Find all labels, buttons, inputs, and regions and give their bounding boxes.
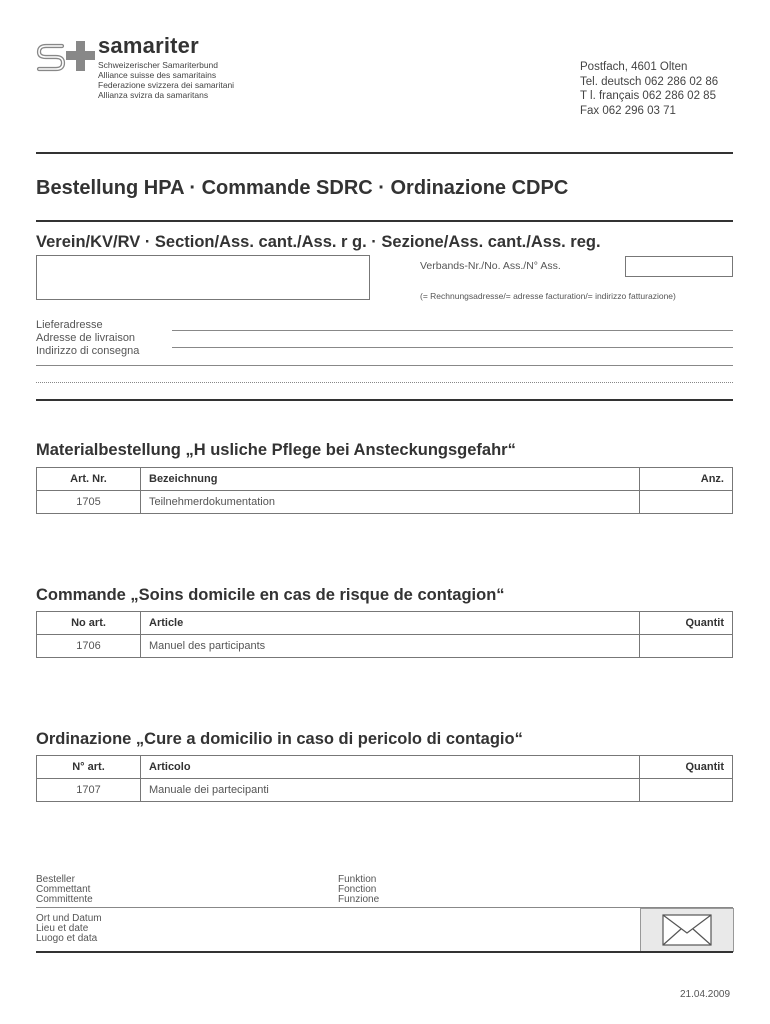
besteller-label [36,875,93,905]
delivery-address-line[interactable] [36,382,733,383]
column-header-qty: Quantit [640,756,733,779]
quantity-field[interactable] [640,779,733,802]
order-table [36,755,733,802]
send-envelope-button[interactable] [640,908,734,952]
column-header-name: Bezeichnung [141,468,640,491]
column-header-qty: Anz. [640,468,733,491]
besteller-label-line: Committente [36,894,93,905]
order-heading: Materialbestellung „H usliche Pflege bei Ansteckungsgefahr“ [36,441,516,459]
table-header-row [37,612,733,635]
page-title: Bestellung HPA · Commande SDRC · Ordinazione CDPC [36,177,569,199]
brand-line: Federazione svizzera dei samaritani [98,80,235,90]
article-number: 1706 [37,635,141,658]
verein-address-field[interactable] [36,255,370,300]
contact-block [580,60,718,118]
besteller-label-line: Commettant [36,884,91,895]
table-row [37,779,733,802]
table-header-row [37,468,733,491]
ort-label-line: Lieu et date [36,923,89,934]
article-name: Manuel des participants [141,635,640,658]
ort-label-line: Ort und Datum [36,913,102,924]
column-header-art-nr: Art. Nr. [37,468,141,491]
delivery-label-line: Indirizzo di consegna [36,345,140,357]
contact-line: Fax 062 296 03 71 [580,104,676,117]
table-row [37,491,733,514]
section-heading-verein: Verein/KV/RV · Section/Ass. cant./Ass. r g. · Sezione/Ass. cant./Ass. reg. [36,233,601,251]
funktion-label-line: Fonction [338,884,377,895]
order-heading: Ordinazione „Cure a domicilio in caso di pericolo di contagio“ [36,730,523,748]
delivery-address-line[interactable] [172,330,733,331]
divider [36,399,733,401]
envelope-icon [641,909,733,951]
brand-line: Alliance suisse des samaritains [98,70,217,80]
divider [36,152,733,154]
signature-line[interactable] [36,907,733,908]
column-header-art-nr: No art. [37,612,141,635]
funktion-label-line: Funktion [338,874,377,885]
brand-name: samariter [98,33,199,58]
table-row [37,635,733,658]
verbands-nr-label: Verbands-Nr./No. Ass./N° Ass. [420,260,561,272]
contact-line: T l. français 062 286 02 85 [580,90,716,102]
besteller-label-line: Besteller [36,874,75,885]
contact-line: Postfach, 4601 Olten [580,61,688,73]
billing-note: (= Rechnungsadresse/= adresse facturation/= indirizzo fatturazione) [420,291,676,301]
brand-subtitle [98,60,234,100]
contact-line: Tel. deutsch 062 286 02 86 [580,75,719,88]
document-date: 21.04.2009 [680,989,731,1000]
divider [36,220,733,222]
order-table [36,611,733,658]
delivery-label-line: Lieferadresse [36,319,103,331]
article-number: 1707 [37,779,141,802]
delivery-address-label [36,319,139,358]
column-header-art-nr: N° art. [37,756,141,779]
article-number: 1705 [37,491,141,514]
delivery-address-line[interactable] [172,347,733,348]
verbands-nr-field[interactable] [625,256,733,277]
column-header-qty: Quantit [640,612,733,635]
table-header-row [37,756,733,779]
order-table [36,467,733,514]
brand-line: Schweizerischer Samariterbund [98,60,218,70]
column-header-name: Articolo [141,756,640,779]
brand-line: Allianza svizra da samaritans [98,90,209,100]
funktion-label [338,875,379,905]
delivery-label-line: Adresse de livraison [36,332,136,344]
quantity-field[interactable] [640,635,733,658]
divider [36,951,733,953]
funktion-label-line: Funzione [338,894,380,905]
order-heading: Commande „Soins domicile en cas de risque de contagion“ [36,586,505,604]
quantity-field[interactable] [640,491,733,514]
column-header-name: Article [141,612,640,635]
samariter-logo-icon [36,40,96,74]
ort-datum-label [36,914,102,944]
article-name: Manuale dei partecipanti [141,779,640,802]
delivery-address-line[interactable] [36,365,733,366]
article-name: Teilnehmerdokumentation [141,491,640,514]
ort-label-line: Luogo et data [36,933,98,944]
